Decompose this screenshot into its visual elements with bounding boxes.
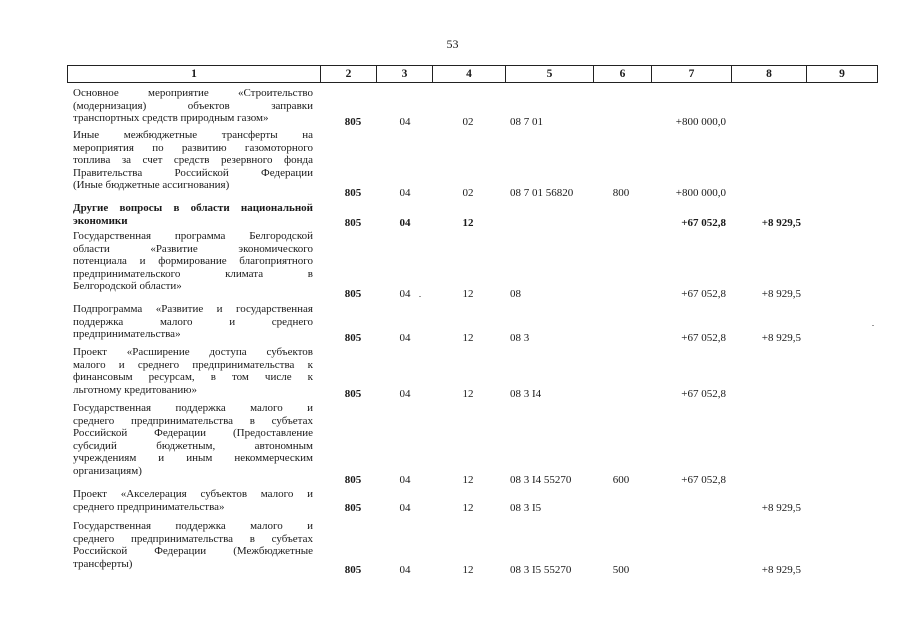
cell-admin-code: 805 bbox=[344, 502, 362, 514]
cell-admin-code: 805 bbox=[344, 564, 362, 576]
cell-section: 04 bbox=[399, 332, 411, 344]
cell-section: 04 bbox=[399, 217, 411, 229]
desc-line: финансовым ресурсам, в том числе к bbox=[73, 371, 313, 384]
desc-line: Правительства Российской Федерации bbox=[73, 166, 313, 179]
cell-admin-code: 805 bbox=[344, 332, 362, 344]
row-description bbox=[73, 129, 313, 192]
desc-line: учреждениям и иным некоммерческим bbox=[73, 452, 313, 465]
desc-line: Российской Федерации (Предоставление bbox=[73, 427, 313, 440]
cell-amount-7: +67 052,8 bbox=[681, 474, 726, 486]
cell-subsection: 12 bbox=[462, 217, 474, 229]
cell-subsection: 12 bbox=[462, 502, 474, 514]
desc-line: потенциала и формирование благоприятного bbox=[73, 255, 313, 268]
desc-line: области «Развитие экономического bbox=[73, 242, 313, 255]
cell-amount-8: +8 929,5 bbox=[761, 288, 801, 300]
header-cell-6: 6 bbox=[593, 66, 651, 82]
cell-target-code: 08 bbox=[510, 288, 521, 300]
cell-target-code: 08 3 bbox=[510, 332, 530, 344]
desc-line: Проект «Расширение доступа субъектов bbox=[73, 346, 313, 358]
desc-line: малого и среднего предпринимательства к bbox=[73, 358, 313, 371]
cell-section: 04 bbox=[399, 502, 411, 514]
cell-subsection: 12 bbox=[462, 388, 474, 400]
cell-subsection: 12 bbox=[462, 474, 474, 486]
header-cell-5: 5 bbox=[505, 66, 593, 82]
header-cell-8: 8 bbox=[731, 66, 806, 82]
cell-amount-7: +800 000,0 bbox=[675, 116, 726, 128]
desc-line: среднего предпринимательства» bbox=[73, 500, 225, 513]
desc-line: Другие вопросы в области национальной bbox=[73, 202, 313, 214]
header-cell-2: 2 bbox=[320, 66, 376, 82]
cell-subsection: 02 bbox=[462, 187, 474, 199]
desc-line: топлива за счет средств резервного фонда bbox=[73, 154, 313, 167]
desc-line: Государственная поддержка малого и bbox=[73, 402, 313, 414]
cell-admin-code: 805 bbox=[344, 288, 362, 300]
desc-line: Иные межбюджетные трансферты на bbox=[73, 129, 313, 141]
desc-line: Белгородской области» bbox=[73, 280, 182, 293]
cell-target-code: 08 7 01 56820 bbox=[510, 187, 574, 199]
row-description bbox=[73, 303, 313, 341]
cell-subsection: 12 bbox=[462, 332, 474, 344]
row-description bbox=[73, 230, 313, 293]
row-description bbox=[73, 520, 313, 570]
cell-admin-code: 805 bbox=[344, 116, 362, 128]
desc-line: (модернизация) объектов заправки bbox=[73, 99, 313, 112]
scan-speck bbox=[872, 325, 874, 326]
cell-amount-7: +800 000,0 bbox=[675, 187, 726, 199]
cell-section: 04 bbox=[399, 187, 411, 199]
header-cell-4: 4 bbox=[432, 66, 505, 82]
cell-target-code: 08 3 I4 55270 bbox=[510, 474, 572, 486]
desc-line: предпринимательства» bbox=[73, 328, 181, 341]
cell-amount-8: +8 929,5 bbox=[761, 564, 801, 576]
cell-section: 04 bbox=[399, 388, 411, 400]
cell-target-code: 08 3 I5 bbox=[510, 502, 542, 514]
page-number: 53 bbox=[446, 37, 459, 51]
cell-admin-code: 805 bbox=[344, 217, 362, 229]
cell-amount-8: +8 929,5 bbox=[761, 217, 801, 229]
row-description bbox=[73, 202, 313, 227]
desc-line: трансферты) bbox=[73, 557, 133, 570]
cell-target-code: 08 7 01 bbox=[510, 116, 543, 128]
cell-expense-type: 500 bbox=[612, 564, 630, 576]
desc-line: субсидий бюджетным, автономным bbox=[73, 439, 313, 452]
desc-line: Основное мероприятие «Строительство bbox=[73, 87, 313, 99]
desc-line: мероприятия по развитию газомоторного bbox=[73, 141, 313, 154]
row-description bbox=[73, 346, 313, 396]
desc-line: предпринимательского климата в bbox=[73, 267, 313, 280]
cell-admin-code: 805 bbox=[344, 187, 362, 199]
desc-line: Государственная поддержка малого и bbox=[73, 520, 313, 532]
cell-amount-8: +8 929,5 bbox=[761, 502, 801, 514]
row-description bbox=[73, 402, 313, 478]
header-cell-3: 3 bbox=[376, 66, 432, 82]
cell-subsection: 02 bbox=[462, 116, 474, 128]
cell-admin-code: 805 bbox=[344, 388, 362, 400]
header-cell-1: 1 bbox=[191, 68, 197, 80]
cell-section: 04 bbox=[399, 474, 411, 486]
desc-line: среднего предпринимательства в субъетах bbox=[73, 532, 313, 545]
cell-subsection: 12 bbox=[462, 288, 474, 300]
desc-line: транспортных средств природным газом» bbox=[73, 112, 269, 125]
desc-line: Государственная программа Белгородской bbox=[73, 230, 313, 242]
cell-expense-type: 600 bbox=[612, 474, 630, 486]
row-description bbox=[73, 87, 313, 125]
cell-amount-7: +67 052,8 bbox=[681, 388, 726, 400]
cell-admin-code: 805 bbox=[344, 474, 362, 486]
desc-line: среднего предпринимательства в субъетах bbox=[73, 414, 313, 427]
cell-target-code: 08 3 I4 bbox=[510, 388, 542, 400]
cell-amount-7: +67 052,8 bbox=[681, 332, 726, 344]
desc-line: организациям) bbox=[73, 464, 142, 477]
table-header-row bbox=[67, 65, 878, 83]
desc-line: Проект «Акселерация субъектов малого и bbox=[73, 488, 313, 500]
desc-line: экономики bbox=[73, 214, 128, 227]
cell-section: 04 bbox=[399, 564, 411, 576]
desc-line: Российской Федерации (Межбюджетные bbox=[73, 545, 313, 558]
cell-subsection: 12 bbox=[462, 564, 474, 576]
desc-line: Подпрограмма «Развитие и государственная bbox=[73, 303, 313, 315]
cell-expense-type: 800 bbox=[612, 187, 630, 199]
cell-amount-8: +8 929,5 bbox=[761, 332, 801, 344]
cell-section: 04 bbox=[399, 288, 411, 300]
cell-amount-7: +67 052,8 bbox=[681, 217, 726, 229]
cell-target-code: 08 3 I5 55270 bbox=[510, 564, 572, 576]
cell-amount-7: +67 052,8 bbox=[681, 288, 726, 300]
desc-line: поддержка малого и среднего bbox=[73, 315, 313, 328]
header-cell-9: 9 bbox=[806, 66, 877, 82]
row-description bbox=[73, 488, 313, 513]
scan-speck bbox=[419, 296, 421, 297]
desc-line: (Иные бюджетные ассигнования) bbox=[73, 179, 230, 192]
header-cell-7: 7 bbox=[651, 66, 731, 82]
desc-line: льготному кредитованию» bbox=[73, 383, 197, 396]
cell-section: 04 bbox=[399, 116, 411, 128]
